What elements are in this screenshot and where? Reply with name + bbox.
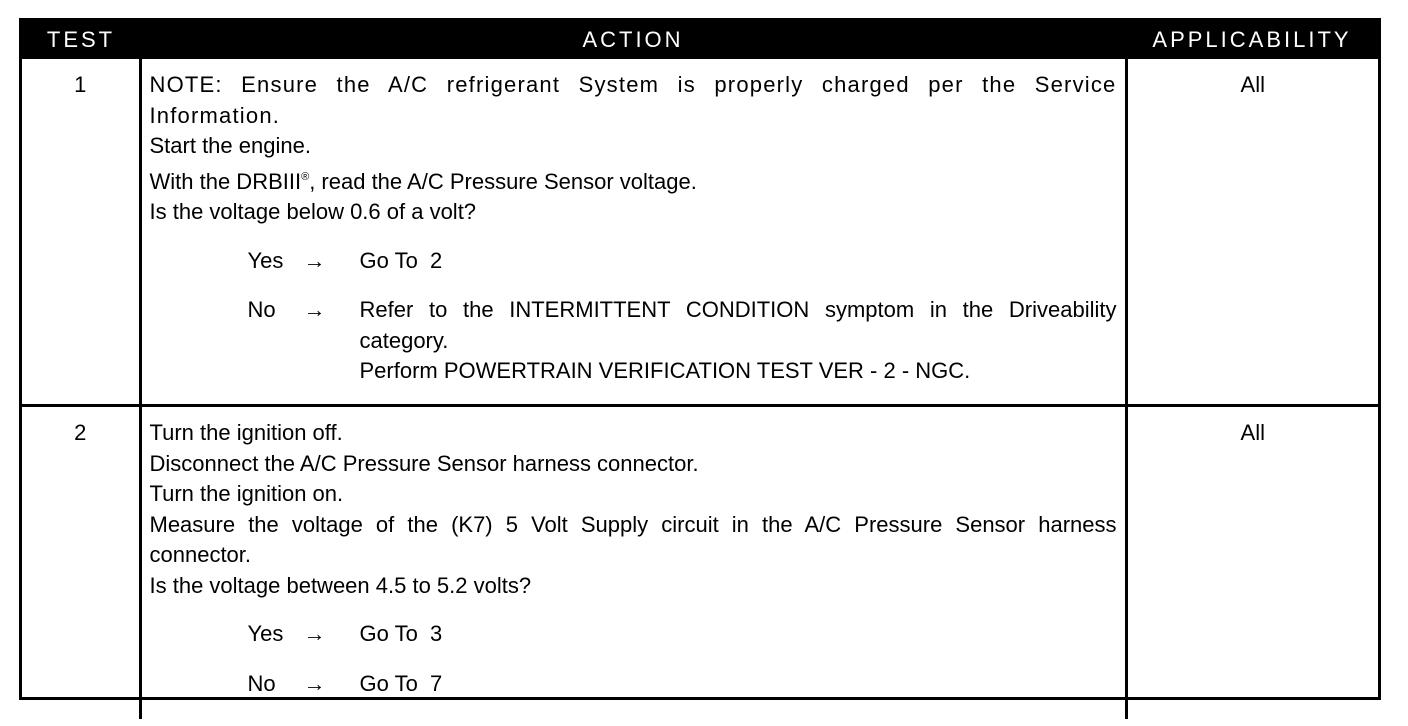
option-label: No bbox=[247, 670, 276, 696]
option-line: Go To 3 bbox=[359, 621, 443, 646]
option-text bbox=[360, 246, 1117, 277]
header-row bbox=[22, 21, 1378, 59]
option-label: Yes bbox=[247, 247, 284, 273]
diagnostic-test-table bbox=[19, 18, 1381, 700]
option-no bbox=[248, 295, 1117, 387]
option-yes bbox=[248, 246, 1117, 277]
header-action: ACTION bbox=[140, 21, 1126, 59]
action-text: , read the A/C Pressure Sensor voltage. bbox=[309, 168, 697, 194]
option-text bbox=[360, 619, 1117, 650]
action-line: Start the engine. bbox=[149, 133, 311, 158]
action-line: Disconnect the A/C Pressure Sensor harness connector. bbox=[149, 450, 699, 476]
applicability-value: All bbox=[1126, 406, 1378, 720]
action-cell bbox=[140, 59, 1126, 406]
action-cell bbox=[140, 406, 1126, 720]
option-line: Perform POWERTRAIN VERIFICATION TEST VER - 2 - NGC. bbox=[359, 358, 971, 383]
test-number: 1 bbox=[22, 59, 140, 406]
action-line: NOTE: Ensure the A/C refrigerant System is properly charged per the Service Information. bbox=[149, 72, 1117, 128]
action-line: Turn the ignition off. bbox=[149, 420, 343, 445]
action-line: Is the voltage between 4.5 to 5.2 volts? bbox=[149, 572, 532, 598]
option-text bbox=[360, 669, 1117, 700]
action-line: Measure the voltage of the (K7) 5 Volt Supply circuit in the A/C Pressure Sensor harness connector. bbox=[149, 511, 1117, 567]
option-line: Go To 2 bbox=[359, 247, 443, 273]
arrow-right-icon: → bbox=[303, 621, 326, 646]
action-line: Turn the ignition on. bbox=[149, 481, 344, 506]
option-text bbox=[360, 295, 1117, 387]
arrow-right-icon: → bbox=[303, 247, 326, 273]
test-number: 2 bbox=[22, 406, 140, 720]
option-yes bbox=[248, 619, 1117, 650]
option-no bbox=[248, 669, 1117, 700]
header-test: TEST bbox=[22, 21, 140, 59]
registered-mark: ® bbox=[301, 170, 310, 183]
option-label: Yes bbox=[247, 621, 284, 646]
action-line bbox=[150, 162, 1117, 198]
action-line: Is the voltage below 0.6 of a volt? bbox=[149, 199, 477, 224]
table-row bbox=[22, 406, 1378, 720]
option-line: Go To 7 bbox=[359, 670, 443, 696]
arrow-right-icon: → bbox=[303, 670, 326, 696]
table-row bbox=[22, 59, 1378, 406]
applicability-value: All bbox=[1126, 59, 1378, 406]
option-label: No bbox=[247, 297, 276, 322]
header-applicability: APPLICABILITY bbox=[1126, 21, 1378, 59]
test-table bbox=[22, 21, 1378, 719]
arrow-right-icon: → bbox=[303, 297, 326, 322]
action-text: With the DRBIII bbox=[149, 168, 302, 194]
option-line: Refer to the INTERMITTENT CONDITION symptom in the Driveability category. bbox=[359, 297, 1117, 353]
